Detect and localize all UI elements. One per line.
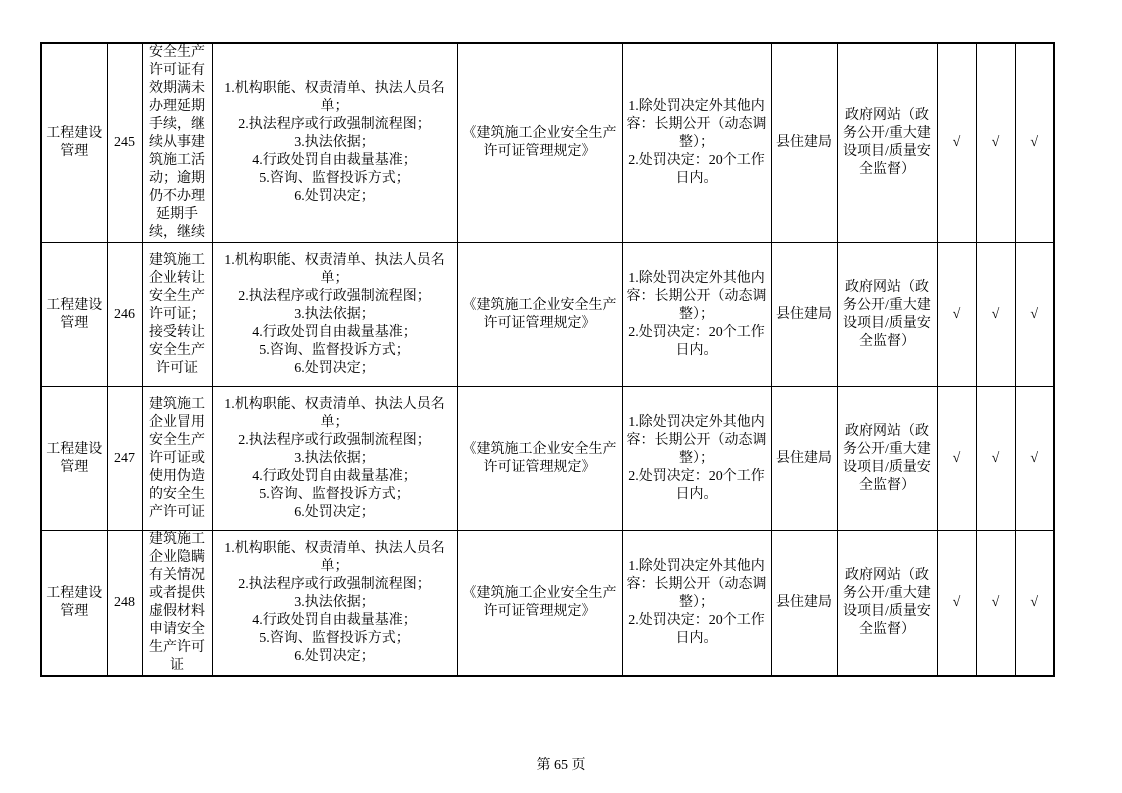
content-item: 4.行政处罚自由裁量基准；: [252, 613, 417, 628]
check-cell: √: [976, 43, 1015, 243]
table-row: [41, 387, 1054, 531]
channel-cell: 政府网站（政务公开/重大建设项目/质量安全监督）: [837, 531, 937, 677]
agency-cell: 县住建局: [771, 387, 837, 531]
channel-cell: 政府网站（政务公开/重大建设项目/质量安全监督）: [837, 387, 937, 531]
content-items-cell: [212, 387, 457, 531]
content-item: 4.行政处罚自由裁量基准；: [252, 324, 417, 340]
check-cell: √: [976, 243, 1015, 387]
publish-time-item: 2.处罚决定：20个工作日内。: [628, 613, 765, 646]
content-item: 6.处罚决定；: [294, 649, 375, 664]
content-item: 1.机构职能、权责清单、执法人员名单；: [224, 252, 445, 286]
publish-time-item: 1.除处罚决定外其他内容：长期公开（动态调整）；: [626, 559, 767, 610]
check-cell: √: [1015, 531, 1054, 677]
content-item: 1.机构职能、权责清单、执法人员名单；: [224, 396, 445, 430]
row-number-cell: 246: [107, 243, 142, 387]
matter-cell: 建筑施工企业冒用安全生产许可证或使用伪造的安全生产许可证: [142, 387, 212, 531]
content-item: 6.处罚决定；: [294, 504, 375, 520]
table-row: [41, 43, 1054, 243]
channel-cell: 政府网站（政务公开/重大建设项目/质量安全监督）: [837, 243, 937, 387]
content-item: 2.执法程序或行政强制流程图；: [238, 117, 431, 132]
content-item: 3.执法依据；: [294, 595, 375, 610]
content-items-cell: [212, 43, 457, 243]
check-cell: √: [976, 387, 1015, 531]
check-cell: √: [937, 531, 976, 677]
table-row: [41, 243, 1054, 387]
agency-cell: 县住建局: [771, 531, 837, 677]
category-cell: 工程建设管理: [41, 531, 107, 677]
matter-cell: 安全生产许可证有效期满未办理延期手续，继续从事建筑施工活动；逾期仍不办理延期手续，继续: [142, 43, 212, 243]
publish-time-cell: [622, 243, 771, 387]
disclosure-table: [40, 42, 1055, 677]
check-cell: √: [1015, 387, 1054, 531]
content-item: 3.执法依据；: [294, 306, 375, 322]
content-items-cell: [212, 243, 457, 387]
publish-time-item: 1.除处罚决定外其他内容：长期公开（动态调整）；: [626, 414, 767, 466]
content-item: 2.执法程序或行政强制流程图；: [238, 288, 431, 304]
row-number-cell: 245: [107, 43, 142, 243]
content-item: 1.机构职能、权责清单、执法人员名单；: [224, 81, 445, 114]
legal-basis-cell: 《建筑施工企业安全生产许可证管理规定》: [457, 531, 622, 677]
content-item: 2.执法程序或行政强制流程图；: [238, 577, 431, 592]
category-cell: 工程建设管理: [41, 43, 107, 243]
check-cell: √: [937, 387, 976, 531]
content-item: 4.行政处罚自由裁量基准；: [252, 153, 417, 168]
content-item: 3.执法依据；: [294, 450, 375, 466]
content-item: 6.处罚决定；: [294, 360, 375, 376]
agency-cell: 县住建局: [771, 43, 837, 243]
row-number-cell: 247: [107, 387, 142, 531]
publish-time-item: 1.除处罚决定外其他内容：长期公开（动态调整）；: [626, 99, 767, 150]
check-cell: √: [976, 531, 1015, 677]
agency-cell: 县住建局: [771, 243, 837, 387]
table-row: [41, 531, 1054, 677]
publish-time-item: 2.处罚决定：20个工作日内。: [628, 324, 765, 358]
matter-cell: 建筑施工企业隐瞒有关情况或者提供虚假材料申请安全生产许可证: [142, 531, 212, 677]
legal-basis-cell: 《建筑施工企业安全生产许可证管理规定》: [457, 387, 622, 531]
check-cell: √: [1015, 43, 1054, 243]
matter-cell: 建筑施工企业转让安全生产许可证；接受转让安全生产许可证: [142, 243, 212, 387]
content-item: 4.行政处罚自由裁量基准；: [252, 468, 417, 484]
page-number-footer: 第 65 页: [536, 758, 586, 773]
check-cell: √: [937, 43, 976, 243]
legal-basis-cell: 《建筑施工企业安全生产许可证管理规定》: [457, 243, 622, 387]
content-item: 1.机构职能、权责清单、执法人员名单；: [224, 541, 445, 574]
content-item: 2.执法程序或行政强制流程图；: [238, 432, 431, 448]
content-item: 6.处罚决定；: [294, 189, 375, 204]
content-item: 3.执法依据；: [294, 135, 375, 150]
publish-time-cell: [622, 387, 771, 531]
publish-time-cell: [622, 43, 771, 243]
content-items-cell: [212, 531, 457, 677]
category-cell: 工程建设管理: [41, 387, 107, 531]
content-item: 5.咨询、监督投诉方式；: [259, 171, 410, 186]
publish-time-item: 2.处罚决定：20个工作日内。: [628, 468, 765, 502]
content-item: 5.咨询、监督投诉方式；: [259, 631, 410, 646]
content-item: 5.咨询、监督投诉方式；: [259, 342, 410, 358]
publish-time-item: 1.除处罚决定外其他内容：长期公开（动态调整）；: [626, 270, 767, 322]
channel-cell: 政府网站（政务公开/重大建设项目/质量安全监督）: [837, 43, 937, 243]
row-number-cell: 248: [107, 531, 142, 677]
content-item: 5.咨询、监督投诉方式；: [259, 486, 410, 502]
category-cell: 工程建设管理: [41, 243, 107, 387]
publish-time-item: 2.处罚决定：20个工作日内。: [628, 153, 765, 186]
legal-basis-cell: 《建筑施工企业安全生产许可证管理规定》: [457, 43, 622, 243]
check-cell: √: [937, 243, 976, 387]
check-cell: √: [1015, 243, 1054, 387]
publish-time-cell: [622, 531, 771, 677]
